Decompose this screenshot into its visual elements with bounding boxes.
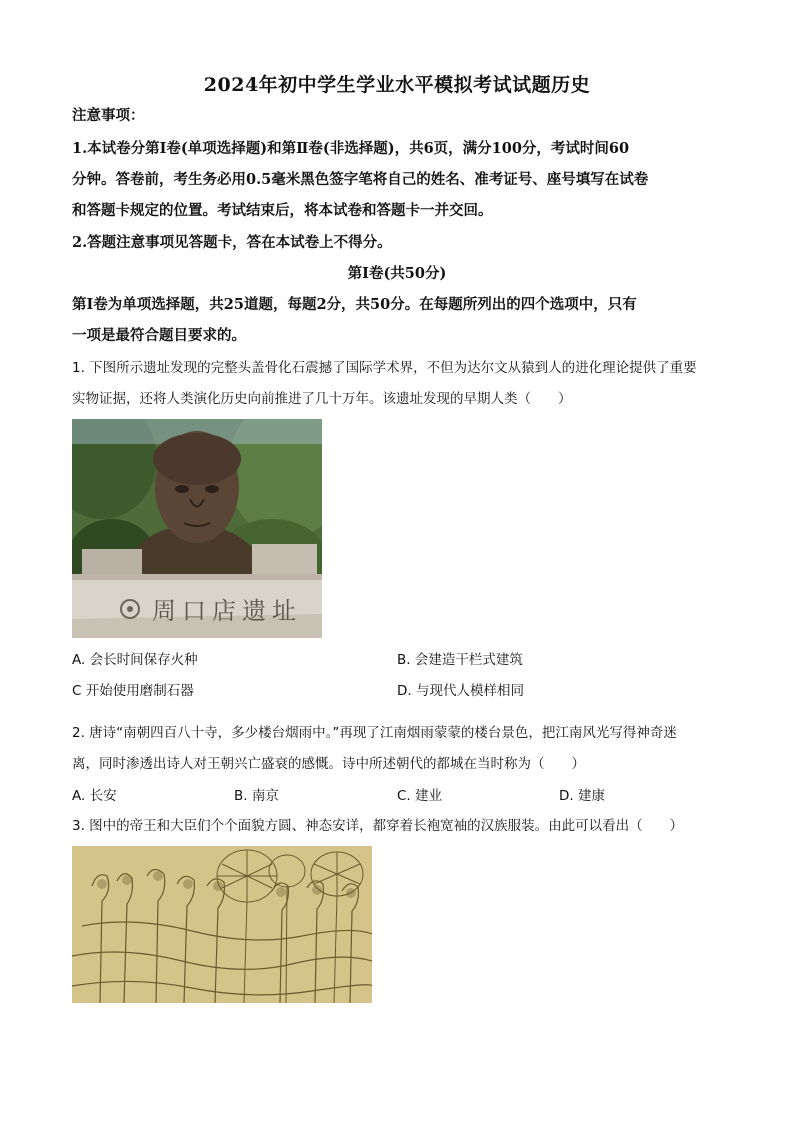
notice-line-1: 1.本试卷分第Ⅰ卷(单项选择题)和第Ⅱ卷(非选择题)，共6页，满分100分，考试时间60 bbox=[72, 140, 630, 157]
q1-option-c: C 开始使用磨制石器 bbox=[72, 683, 194, 699]
q2-option-b: B. 南京 bbox=[234, 788, 279, 804]
question-2-line-1: 2. 唐诗“南朝四百八十寺，多少楼台烟雨中。”再现了江南烟雨蒙蒙的楼台景色，把江南风光写得神奇迷 bbox=[72, 725, 677, 741]
question-3-line-1: 3. 图中的帝王和大臣们个个面貌方圆、神态安详，都穿着长袍宽袖的汉族服装。由此可以看出（ ） bbox=[72, 818, 684, 834]
question-2-line-2: 离，同时渗透出诗人对王朝兴亡盛衰的感慨。诗中所述朝代的都城在当时称为（ ） bbox=[72, 756, 585, 772]
zhoukoudian-photo bbox=[72, 419, 322, 638]
section-intro-1: 第Ⅰ卷为单项选择题，共25道题，每题2分，共50分。在每题所列出的四个选项中，只有 bbox=[72, 296, 637, 313]
q2-option-a: A. 长安 bbox=[72, 788, 117, 804]
exam-title: 2024年初中学生学业水平模拟考试试题历史 bbox=[203, 74, 591, 96]
question-1-line-1: 1. 下图所示遗址发现的完整头盖骨化石震撼了国际学术界，不但为达尔文从猿到人的进化理论提供了重要 bbox=[72, 360, 697, 376]
notice-line-2: 分钟。答卷前，考生务必用0.5毫米黑色签字笔将自己的姓名、准考证号、座号填写在试卷 bbox=[72, 171, 649, 188]
q1-option-b: B. 会建造干栏式建筑 bbox=[397, 652, 523, 668]
notice-line-4: 2.答题注意事项见答题卡，答在本试卷上不得分。 bbox=[72, 234, 392, 251]
q2-option-d: D. 建康 bbox=[559, 788, 605, 804]
notice-line-3: 和答题卡规定的位置。考试结束后，将本试卷和答题卡一并交回。 bbox=[72, 202, 493, 219]
inscription-text: 周口店遗址 bbox=[152, 597, 302, 625]
section-intro-2: 一项是最符合题目要求的。 bbox=[72, 327, 246, 344]
q1-option-d: D. 与现代人模样相同 bbox=[397, 683, 524, 699]
q2-option-c: C. 建业 bbox=[397, 788, 443, 804]
notice-heading: 注意事项： bbox=[72, 107, 145, 124]
q1-option-a: A. 会长时间保存火种 bbox=[72, 652, 198, 668]
section-heading: 第Ⅰ卷(共50分) bbox=[347, 265, 447, 282]
emperor-procession-relief bbox=[72, 846, 372, 1003]
question-1-line-2: 实物证据，还将人类演化历史向前推进了几十万年。该遗址发现的早期人类（ ） bbox=[72, 391, 572, 407]
